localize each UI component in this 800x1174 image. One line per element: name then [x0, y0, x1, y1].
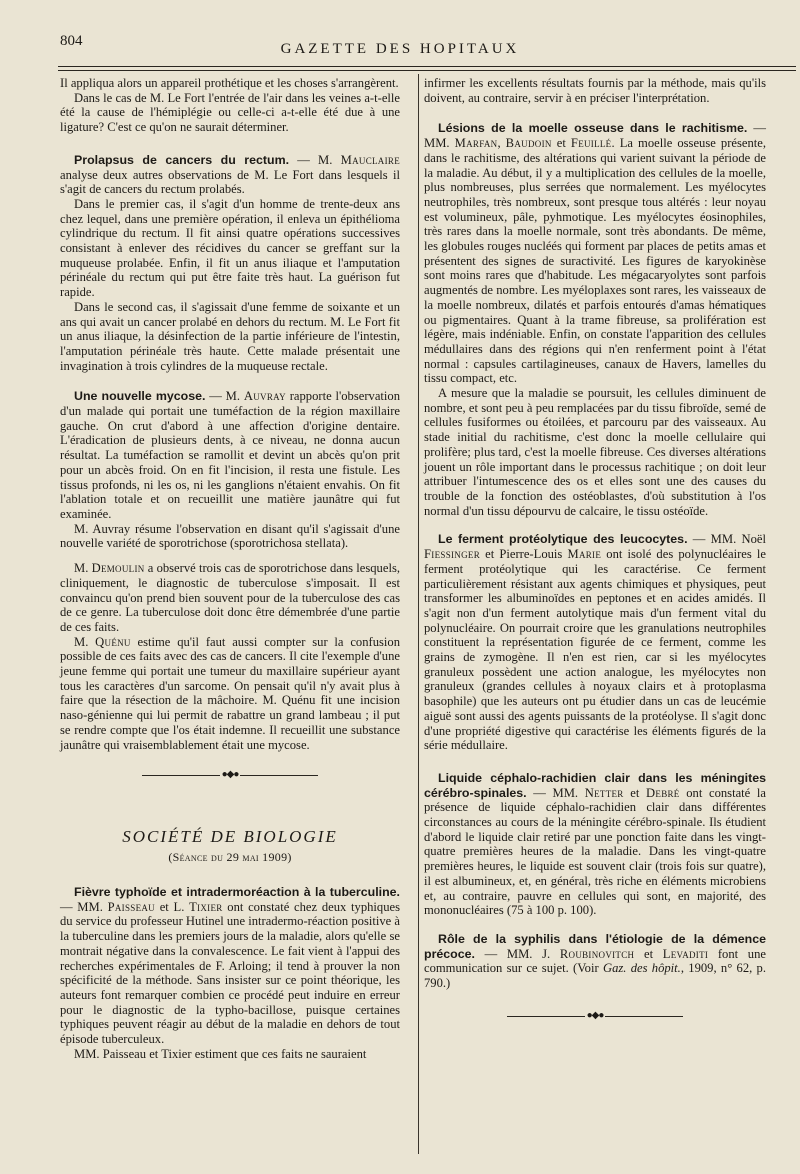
- text: — M.: [289, 152, 341, 167]
- section-fievre: [60, 885, 400, 1061]
- author-name: Paisseau: [107, 899, 155, 914]
- text: et L.: [154, 899, 190, 914]
- paragraph-text: font une communication sur ce sujet. (Voir: [424, 946, 766, 976]
- paragraph-text: analyse deux autres observations de M. Le Fort dans lesquels il s'agit de cancers du rectum prolabés.: [60, 167, 400, 197]
- section-ferment: [424, 532, 766, 753]
- text: — MM. J.: [474, 946, 560, 961]
- author-name: Baudoin: [505, 136, 552, 151]
- paragraph-text: ont constaté chez deux typhiques du service du professeur Hutinel une intradermo-réaction positive à la tuberculine dans les premiers jours de la maladie, alors qu'elle se montrait négative dans la convalescence. Le fait vient à l'appui des recherches expérimentales de F. Arloing; il tend à prouver la non spécificité de la méthode. Sans insister sur ce point théorique, les auteurs font remarquer combien ce procédé peut induire en erreur pour le diagnostic de la typho-bacillose, puisque certaines typhiques peuvent réagir au début de la maladie en dehors de tout épisode tuberculeux.: [60, 899, 400, 1047]
- author-name: Marfan: [454, 136, 498, 151]
- page-number: 804: [60, 33, 83, 49]
- section-title: Rôle de la syphilis dans l'étiologie de la démence précoce.: [424, 931, 766, 961]
- ornament-divider: ●◆●: [60, 768, 400, 783]
- paragraph-text: , 1909, n° 62, p. 790.): [424, 961, 767, 991]
- left-column: [60, 76, 400, 1061]
- author-name: Roubinovitch: [559, 946, 635, 961]
- paragraph: A mesure que la maladie se poursuit, les cellules diminuent de nombre, et sont peu à peu remplacées par du tissu fibroïde, semé de cellules fusiformes ou étoilées, et parcouru par des vaisseaux. Au stade initial du rachitisme, c'est donc la moelle cellulaire qui prolifère; plus tard, c'est la moelle fibreuse. Ces diverses altérations jouent un rôle important dans le processus rachitique ; on doit leur attribuer l'intumescence des os et elles sont une des causes du trouble de la fonction des ostéoblastes, d'où substitution à l'os normal d'un tissu dépourvu de calcaire, le tissu ostéoïde.: [424, 386, 766, 518]
- text: — MM. Noël: [687, 532, 766, 547]
- author-name: Quénu: [95, 634, 131, 649]
- author-name: Mauclaire: [340, 152, 400, 167]
- paragraph: infirmer les excellents résultats fournis par la méthode, mais qu'ils doivent, au contraire, servir à en préciser l'interprétation.: [424, 76, 766, 105]
- author-name: Auvray: [243, 389, 286, 404]
- section-title: Une nouvelle mycose.: [74, 389, 206, 404]
- society-title: SOCIÉTÉ DE BIOLOGIE: [122, 826, 338, 846]
- text: ,: [497, 136, 506, 151]
- section-title: Lésions de la moelle osseuse dans le rachitisme.: [438, 121, 748, 136]
- text: — MM.: [526, 785, 585, 800]
- author-name: Tixier: [189, 899, 223, 914]
- section-syphilis: [424, 932, 766, 991]
- text: et: [634, 946, 663, 961]
- header-rule: [58, 66, 796, 67]
- text: M.: [74, 634, 96, 649]
- right-column: [424, 76, 766, 1024]
- author-name: Netter: [584, 785, 624, 800]
- section-moelle: [424, 121, 766, 518]
- author-name: Debré: [646, 785, 680, 800]
- section-title: Le ferment protéolytique des leucocytes.: [438, 532, 688, 547]
- citation: Gaz. des hôpit.: [602, 961, 681, 976]
- author-name: Demoulin: [91, 561, 145, 576]
- text: M.: [74, 561, 92, 576]
- section-title: Prolapsus de cancers du rectum.: [74, 152, 290, 167]
- text: et Pierre-Louis: [480, 547, 568, 562]
- section-prolapsus: [60, 153, 400, 374]
- text: — MM.: [424, 121, 766, 151]
- section-mycose: [60, 389, 400, 752]
- intro-paragraph: Dans le cas de M. Le Fort l'entrée de l'air dans les veines a-t-elle été la cause de l'hémiplégie ou celle-ci a-t-elle été due à une ligature? C'est ce qu'on ne saurait déterminer.: [60, 90, 400, 135]
- text: et: [623, 785, 646, 800]
- header-rule-thin: [58, 70, 796, 71]
- paragraph: Dans le second cas, il s'agissait d'une femme de soixante et un ans qui avait un cancer prolabé en dehors du rectum. M. Le Fort fit un anus iliaque, la désinfection de la partie inférieure de l'intestin, l'amputation périnéale très haute. Cette malade présentait une invagination à trois cylindres de la muqueuse rectale.: [60, 299, 400, 373]
- author-name: Marie: [567, 547, 602, 562]
- paragraph-text: rapporte l'observation d'un malade qui portait une tuméfaction de la région maxillaire gauche. On crut d'abord à une affection d'origine dentaire. L'éradication de plusieurs dents, à ce niveau, ne donna aucun résultat. La tuméfaction se ramollit et devint un abcès qu'on prit pour un abcès froid. On en fit l'incision, il resta une fistule. Les tissus profonds, ni les os, ni les ganglions n'étaient envahis. On fit l'ablation totale et on recueillit une matière jaunâtre qui fut examinée.: [60, 389, 400, 521]
- section-title: Liquide céphalo-rachidien clair dans les méningites cérébro-spinales.: [424, 770, 766, 800]
- section-title: Fièvre typhoïde et intradermoréaction à la tuberculine.: [74, 885, 400, 899]
- paragraph-text: ont isolé des polynucléaires le ferment protéolytique qui les caractérise. Ce ferment particulièrement résistant aux agents chimiques et physiques, peut transformer les albuminoïdes en peptones et en acides amidés. Il s'agit non d'un ferment autolytique mais d'un ferment vital du polynucléaire. On pourrait croire que les granulations neutrophiles constituent la représentation figurée de ce ferment, comme les grains de zymogène. Il n'en est rien, car si les myélocytes granuleux possèdent une action analogue, les myélocytes non granuleux (grandes cellules à noyaux clairs et à protoplasma basophile) que les auteurs ont pu étudier dans un cas de leucémie aiguë sont aussi des agents puissants de la protéolyse. Il s'agit donc d'une propriété digestive qui caractérise les éléments figurés de la série médullaire.: [424, 547, 766, 753]
- paragraph-text: estime qu'il faut aussi compter sur la confusion possible de ces faits avec des cas de cancers. Il cite l'exemple d'une jeune femme qui portait une tumeur du maxillaire supérieur ayant tous les caractères d'un sarcome. On pensait qu'il n'y avait plus à faire que la résection de la mâchoire. M. Quénu fit une incision naso-génienne qui lui permit de rabattre un grand lambeau ; il put se rendre compte que l'os était indemne. Il recueillit une substance jaunâtre qui vraisemblablement était une mycose.: [60, 634, 400, 752]
- text: — MM.: [60, 899, 108, 914]
- paragraph: M. Auvray résume l'observation en disant qu'il s'agissait d'une nouvelle variété de sporotrichose (sporotrichosa stellata).: [60, 521, 400, 551]
- paragraph: Dans le premier cas, il s'agit d'un homme de trente-deux ans chez lequel, dans une première opération, il enleva un épithélioma cylindrique du rectum. Il fit ainsi quatre opérations successives consistant à enlever des récidives du cancer se greffant sur la muqueuse prolabée. Enfin, il fit un anus iliaque et l'amputation périnéale du rectum qui put être faite très haut. La guérison fut rapide.: [60, 196, 400, 300]
- intro-paragraph: Il appliqua alors un appareil prothétique et les choses s'arrangèrent.: [60, 76, 399, 90]
- column-divider: [418, 74, 419, 1154]
- author-name: Feuillé: [570, 136, 612, 151]
- paragraph-text: ont constaté la présence de liquide céphalo-rachidien clair dans différentes circonstances au cours de la méningite cérébro-spinale. Ils étudient d'abord le liquide clair retiré par une ponction faite dans les vingt-quatre premières heures de la maladie. Dans les vingt-quatre premières heures, le liquide est souvent clair (trois fois sur quatre), il est albumineux, et, en général, très riche en éléments microbiens et, au contraire, pauvre en cellules qui sont, en majorité, des mononucléaires (75 à 100 p. 100).: [424, 785, 766, 918]
- paragraph: MM. Paisseau et Tixier estiment que ces faits ne sauraient: [74, 1046, 367, 1061]
- section-liquide: [424, 771, 766, 918]
- author-name: Levaditi: [662, 946, 709, 961]
- ornament-divider: ●◆●: [424, 1009, 766, 1024]
- paragraph-text: . La moelle osseuse présente, dans le rachitisme, des altérations qui varient suivant la période de la maladie. Au début, il y a multiplication des cellules de la moelle, plus nombreuses, plus serrées que normalement. Les myélocytes neutrophiles, très nombreux, sont presque tous altérés : leur noyau est volumineux, pâle, pyhmotique. Les myélocytes éosinophiles, très rares dans la moelle normale, sont très abondants. De même, les globules rouges nucléés qui forment par places de petits amas et présentent des signes de suractivité. Les figures de karyokinèse sont moins rares que d'habitude. Les mégacaryolytes sont parfois augmentés de nombre. Les myéloplaxes sont rares, les vaisseaux de la moelle nombreux, dilatés et parfois entourés d'amas hématiques ou pigmentaires. Quant à la trame fibreuse, sa prolifération est légère, mais indéniable. Enfin, on constate l'apparition des cellules médullaires dans des régions qui n'en renferment point à l'état normal : capsules cartilagineuses, canaux de Havers, lamelles du tissu compact, etc.: [424, 136, 767, 386]
- author-name: Fiessinger: [424, 547, 481, 562]
- text: — M.: [205, 389, 244, 404]
- session-date: (Séance du 29 mai 1909): [168, 850, 292, 865]
- paragraph-text: a observé trois cas de sporotrichose dans lesquels, cliniquement, le diagnostic de tuberculose s'imposait. Il est convaincu qu'on prend bien souvent pour de la tuberculose des cas de ce genre. La tuberculose doit donc être démembrée d'une partie de ces faits.: [60, 561, 400, 634]
- text: et: [551, 136, 571, 151]
- journal-title: GAZETTE DES HOPITAUX: [280, 41, 520, 57]
